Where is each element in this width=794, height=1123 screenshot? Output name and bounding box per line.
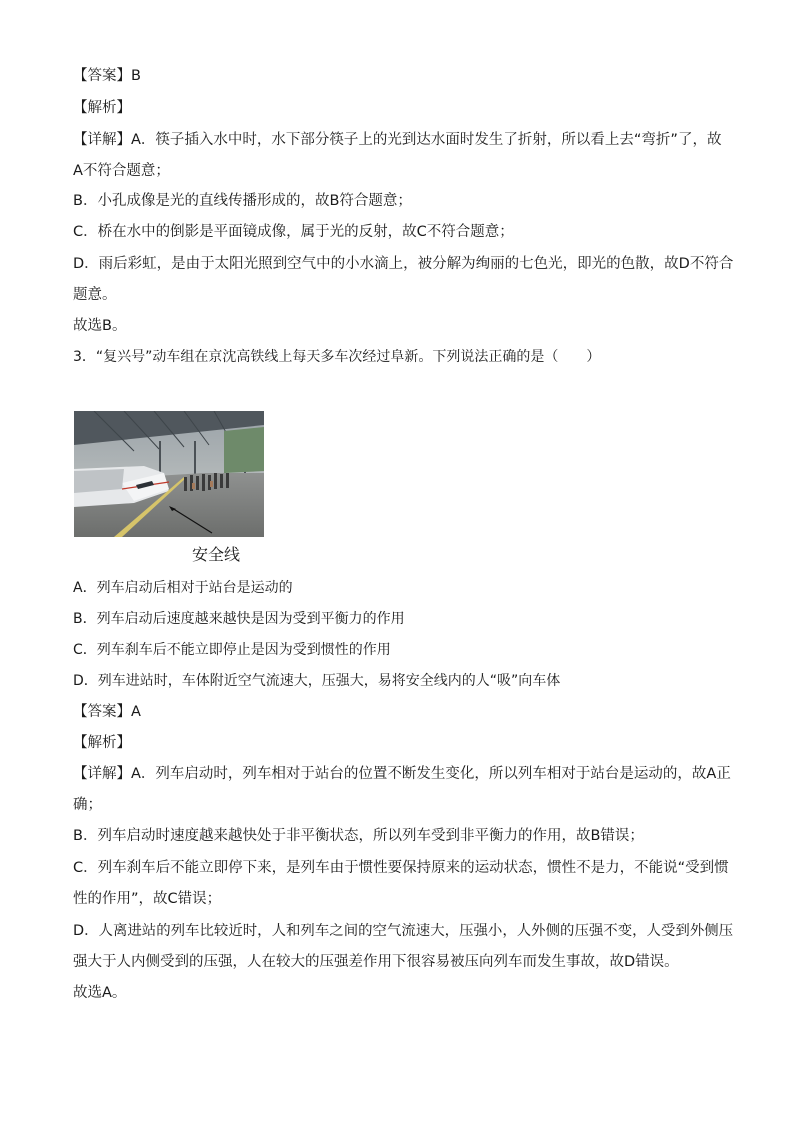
q3-answer: 【答案】A bbox=[73, 704, 141, 720]
q2-conclusion: 故选B。 bbox=[73, 318, 127, 334]
q2-detail-line: C．桥在水中的倒影是平面镜成像，属于光的反射，故C不符合题意； bbox=[73, 224, 514, 240]
q3-detail-line: 强大于人内侧受到的压强，人在较大的压强差作用下很容易被压向列车而发生事故，故D错误。 bbox=[73, 954, 679, 970]
train-station-photo bbox=[74, 411, 264, 537]
q2-analysis-heading: 【解析】 bbox=[73, 100, 131, 116]
q3-detail-line: D．人离进站的列车比较近时，人和列车之间的空气流速大，压强小，人外侧的压强不变，人受到外侧压 bbox=[73, 923, 734, 939]
figure-caption: 安全线 bbox=[192, 545, 241, 564]
q3-detail-line: C．列车刹车后不能立即停下来，是列车由于惯性要保持原来的运动状态，惯性不是力，不能说“受到惯 bbox=[73, 860, 729, 876]
q3-detail-line: 性的作用”，故C错误； bbox=[73, 891, 222, 907]
q2-answer: 【答案】B bbox=[73, 68, 141, 84]
q3-stem: 3．“复兴号”动车组在京沈高铁线上每天多车次经过阜新。下列说法正确的是（ ） bbox=[73, 349, 601, 365]
option-b: B．列车启动后速度越来越快是因为受到平衡力的作用 bbox=[73, 611, 405, 627]
q3-detail-line: B．列车启动时速度越来越快处于非平衡状态，所以列车受到非平衡力的作用，故B错误； bbox=[73, 828, 644, 844]
q2-detail-line: 题意。 bbox=[73, 287, 117, 303]
q3-detail-line: 【详解】A．列车启动时，列车相对于站台的位置不断发生变化，所以列车相对于站台是运动的，故A正 bbox=[73, 766, 731, 782]
q3-analysis-heading: 【解析】 bbox=[73, 735, 131, 751]
q3-detail-line: 确； bbox=[73, 797, 102, 813]
q2-detail-line: 【详解】A．筷子插入水中时，水下部分筷子上的光到达水面时发生了折射，所以看上去“弯折”了，故 bbox=[73, 132, 722, 148]
option-d: D．列车进站时，车体附近空气流速大，压强大，易将安全线内的人“吸”向车体 bbox=[73, 673, 561, 689]
q2-detail-line: A不符合题意； bbox=[73, 163, 170, 179]
option-c: C．列车刹车后不能立即停止是因为受到惯性的作用 bbox=[73, 642, 391, 658]
option-a: A．列车启动后相对于站台是运动的 bbox=[73, 580, 293, 596]
q2-detail-line: B．小孔成像是光的直线传播形成的，故B符合题意； bbox=[73, 193, 412, 209]
q2-detail-line: D．雨后彩虹，是由于太阳光照到空气中的小水滴上，被分解为绚丽的七色光，即光的色散，故D不符合 bbox=[73, 256, 734, 272]
q3-conclusion: 故选A。 bbox=[73, 985, 127, 1001]
